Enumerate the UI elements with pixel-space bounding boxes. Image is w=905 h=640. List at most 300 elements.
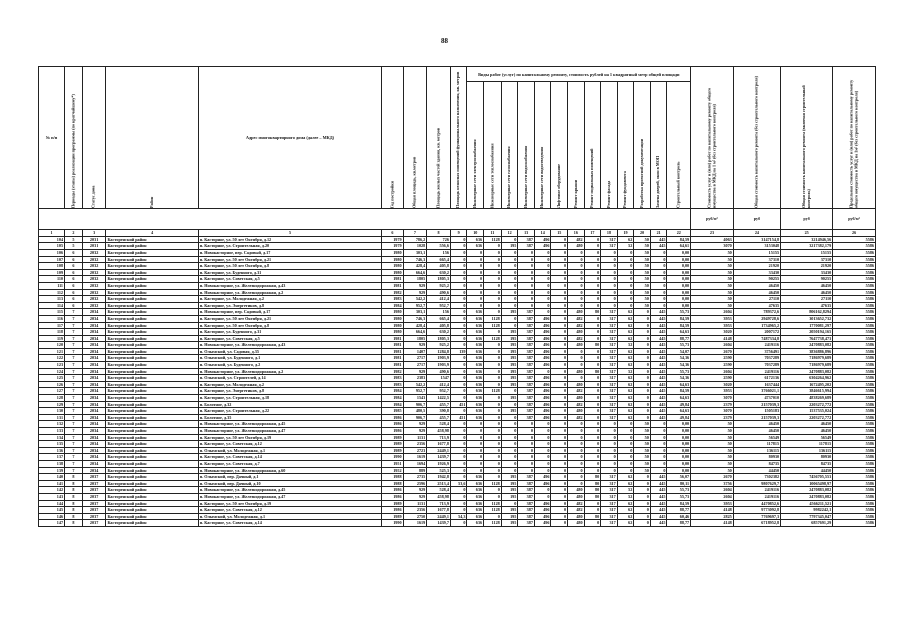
table-cell: 0 bbox=[584, 362, 601, 369]
table-cell: Касторенский район bbox=[106, 348, 198, 355]
table-cell: 2604 bbox=[691, 487, 734, 494]
column-number: 19 bbox=[617, 230, 634, 237]
table-cell: 480 bbox=[568, 342, 585, 349]
table-cell: 726 bbox=[427, 236, 451, 243]
table-cell: 0 bbox=[484, 434, 502, 441]
table-cell: Касторенский район bbox=[106, 447, 198, 454]
table-cell: 2157039,3 bbox=[733, 401, 780, 408]
table-cell: 0 bbox=[534, 421, 551, 428]
table-cell: 3217382,179 bbox=[781, 243, 833, 250]
table-cell: 50 bbox=[691, 269, 734, 276]
table-cell: 2034 bbox=[82, 315, 106, 322]
table-cell: 1543 bbox=[403, 395, 427, 402]
header-work-3: Инженерные сети газоснабжения bbox=[501, 82, 518, 209]
table-cell: 0 bbox=[601, 296, 618, 303]
table-cell: 925,2 bbox=[427, 282, 451, 289]
table-cell: 480 bbox=[568, 309, 585, 316]
table-cell: 5586 bbox=[833, 447, 876, 454]
table-cell: 5586 bbox=[833, 315, 876, 322]
table-cell: 0 bbox=[568, 460, 585, 467]
table-cell: 0 bbox=[601, 249, 618, 256]
table-cell: 387 bbox=[518, 329, 535, 336]
table-cell: 0 bbox=[450, 388, 467, 395]
table-cell: 0 bbox=[484, 401, 502, 408]
table-cell: 50 bbox=[634, 434, 651, 441]
table-cell: 64,63 bbox=[667, 381, 691, 388]
table-cell: 2034 bbox=[82, 408, 106, 415]
table-cell: 62 bbox=[617, 414, 634, 421]
table-cell: 0 bbox=[450, 249, 467, 256]
table-cell: Касторенский район bbox=[106, 414, 198, 421]
table-cell: 21920 bbox=[733, 263, 780, 270]
table-cell: 455,7 bbox=[427, 401, 451, 408]
table-cell: 0 bbox=[551, 474, 568, 481]
table-cell: 195 bbox=[501, 395, 518, 402]
repair-program-table bbox=[38, 66, 876, 527]
table-cell: 0 bbox=[484, 447, 502, 454]
table-cell: Касторенский район bbox=[106, 487, 198, 494]
table-cell: 480 bbox=[568, 368, 585, 375]
table-cell: 0 bbox=[650, 269, 667, 276]
table-cell: 80,11 bbox=[667, 480, 691, 487]
table-cell: 496 bbox=[534, 414, 551, 421]
table-cell: 53,6 bbox=[450, 480, 467, 487]
table-cell: 2379 bbox=[691, 401, 734, 408]
table-cell: 47635 bbox=[781, 302, 833, 309]
table-cell: 3070 bbox=[691, 243, 734, 250]
table-cell: 5586 bbox=[833, 381, 876, 388]
table-cell: 0 bbox=[634, 315, 651, 322]
table-cell: 1989 bbox=[382, 434, 403, 441]
table-cell: 0 bbox=[584, 428, 601, 435]
table-cell: 496 bbox=[534, 474, 551, 481]
table-cell: 303,1 bbox=[403, 249, 427, 256]
table-cell: 46450 bbox=[781, 282, 833, 289]
table-cell: 0 bbox=[551, 335, 568, 342]
table-cell: 49,84 bbox=[667, 414, 691, 421]
table-cell: 0 bbox=[650, 276, 667, 283]
table-cell: 50 bbox=[691, 447, 734, 454]
header-general-cost-2: Общая стоимость капитального ремонта (включая строительный контроль) bbox=[781, 67, 833, 209]
table-cell: 445 bbox=[650, 474, 667, 481]
table-cell: 106 bbox=[39, 249, 65, 256]
table-cell: 2037 bbox=[82, 474, 106, 481]
table-cell: 136 bbox=[39, 447, 65, 454]
table-cell: 8 bbox=[65, 480, 83, 487]
table-cell: 0 bbox=[650, 282, 667, 289]
table-cell: 80930 bbox=[781, 454, 833, 461]
table-cell: п. Болотное, д.32 bbox=[198, 401, 381, 408]
table-cell: 0 bbox=[584, 507, 601, 514]
table-cell: 55,73 bbox=[667, 493, 691, 500]
table-cell: 317 bbox=[601, 322, 618, 329]
table-cell: 317 bbox=[601, 309, 618, 316]
table-cell: 2470883,082 bbox=[781, 342, 833, 349]
table-cell: 0 bbox=[518, 467, 535, 474]
table-cell: 0 bbox=[650, 454, 667, 461]
table-cell: 636 bbox=[467, 381, 484, 388]
table-cell: 556,6 bbox=[427, 243, 451, 250]
table-cell: 0 bbox=[467, 428, 484, 435]
table-cell: 480 bbox=[568, 487, 585, 494]
table-cell: 0 bbox=[584, 315, 601, 322]
table-cell: 1983 bbox=[382, 375, 403, 382]
table-cell: 0 bbox=[534, 460, 551, 467]
table-cell: 390,8 bbox=[427, 408, 451, 415]
table-cell: п. Касторное, ул. 50 лет Октября, д.12 bbox=[198, 236, 381, 243]
table-cell: 0 bbox=[484, 249, 502, 256]
table-row bbox=[39, 500, 876, 507]
table-cell: 0 bbox=[551, 375, 568, 382]
table-cell: Касторенский район bbox=[106, 520, 198, 527]
table-cell: 0 bbox=[551, 454, 568, 461]
table-cell: 0 bbox=[551, 401, 568, 408]
table-cell: Касторенский район bbox=[106, 256, 198, 263]
table-cell: 1505183 bbox=[733, 408, 780, 415]
table-cell: 317 bbox=[601, 375, 618, 382]
table-cell: Касторенский район bbox=[106, 282, 198, 289]
table-cell: 0 bbox=[601, 269, 618, 276]
table-cell: 0 bbox=[634, 388, 651, 395]
table-cell: 129 bbox=[39, 401, 65, 408]
table-cell: 4566211,521 bbox=[781, 500, 833, 507]
table-cell: 636 bbox=[467, 243, 484, 250]
table-cell: 117815 bbox=[733, 441, 780, 448]
table-cell: 8 bbox=[65, 507, 83, 514]
table-cell: 1983 bbox=[382, 381, 403, 388]
table-cell: 445 bbox=[650, 395, 667, 402]
table-cell: 1131 bbox=[403, 500, 427, 507]
table-cell: 145 bbox=[39, 507, 65, 514]
column-number: 6 bbox=[382, 230, 403, 237]
table-cell: 496 bbox=[534, 513, 551, 520]
table-cell: 0 bbox=[551, 236, 568, 243]
table-cell: 1128 bbox=[484, 322, 502, 329]
table-cell: Касторенский район bbox=[106, 302, 198, 309]
table-cell: 2596 bbox=[403, 480, 427, 487]
table-cell: 482 bbox=[568, 500, 585, 507]
table-cell: п. Олымский, пер. Дачный, д.10 bbox=[198, 480, 381, 487]
table-cell: 2670 bbox=[691, 348, 734, 355]
table-cell: 0 bbox=[501, 236, 518, 243]
table-cell: 54,36 bbox=[667, 355, 691, 362]
table-cell: п. Касторное, ул. Строительная, д.22 bbox=[198, 408, 381, 415]
table-cell: 6172136 bbox=[733, 375, 780, 382]
table-cell: 131 bbox=[39, 414, 65, 421]
table-cell: 387 bbox=[518, 368, 535, 375]
table-cell: 5586 bbox=[833, 375, 876, 382]
table-cell: 0 bbox=[634, 500, 651, 507]
table-cell: п. Касторное, ул. Энергетиков, д.8 bbox=[198, 302, 381, 309]
table-cell: 1988 bbox=[382, 474, 403, 481]
table-cell: 0,00 bbox=[667, 467, 691, 474]
table-cell: п. Касторное, ул. Буденного, д.31 bbox=[198, 269, 381, 276]
table-cell: 7456705,553 bbox=[781, 474, 833, 481]
table-row bbox=[39, 276, 876, 283]
table-cell: 387 bbox=[518, 401, 535, 408]
table-cell: 2032 bbox=[82, 289, 106, 296]
units-row bbox=[39, 209, 876, 230]
table-cell: 5586 bbox=[833, 414, 876, 421]
table-cell: 482 bbox=[568, 414, 585, 421]
table-cell: 50 bbox=[634, 243, 651, 250]
table-cell: п. Касторное, ул. Строительная, д.18 bbox=[198, 395, 381, 402]
table-cell: 0 bbox=[484, 355, 502, 362]
table-cell: 0 bbox=[518, 434, 535, 441]
table-cell: 0,00 bbox=[667, 263, 691, 270]
table-cell: 1131 bbox=[403, 434, 427, 441]
table-cell: 2032 bbox=[82, 302, 106, 309]
table-cell: 445 bbox=[650, 520, 667, 527]
table-cell: 0 bbox=[534, 447, 551, 454]
table-cell: 84,59 bbox=[667, 500, 691, 507]
table-cell: 116 bbox=[39, 315, 65, 322]
table-cell: 0 bbox=[501, 315, 518, 322]
table-cell: 5586 bbox=[833, 348, 876, 355]
table-cell: 0 bbox=[568, 269, 585, 276]
table-cell: 387 bbox=[518, 315, 535, 322]
table-cell: 317 bbox=[601, 368, 618, 375]
table-cell: 0 bbox=[551, 460, 568, 467]
table-cell: 1986 bbox=[382, 414, 403, 421]
table-cell: 195 bbox=[501, 474, 518, 481]
table-cell: 0,00 bbox=[667, 454, 691, 461]
table-cell: 889 bbox=[403, 467, 427, 474]
table-cell: 50 bbox=[634, 276, 651, 283]
table-cell: 317 bbox=[601, 348, 618, 355]
table-cell: Касторенский район bbox=[106, 421, 198, 428]
table-cell: 0 bbox=[568, 441, 585, 448]
table-cell: 0,00 bbox=[667, 296, 691, 303]
table-cell: 2034 bbox=[82, 388, 106, 395]
table-cell: 2356 bbox=[403, 441, 427, 448]
table-cell: 445 bbox=[650, 381, 667, 388]
table-cell: 480 bbox=[568, 520, 585, 527]
table-cell: 2037 bbox=[82, 500, 106, 507]
table-cell: 0 bbox=[551, 289, 568, 296]
table-cell: 1128 bbox=[484, 507, 502, 514]
table-cell: 0 bbox=[484, 454, 502, 461]
table-cell: 0 bbox=[601, 421, 618, 428]
table-cell: 542,2 bbox=[403, 381, 427, 388]
table-cell: 636 bbox=[467, 329, 484, 336]
table-row bbox=[39, 454, 876, 461]
table-cell: 3020 bbox=[691, 381, 734, 388]
table-cell: 542,2 bbox=[403, 296, 427, 303]
table-cell: п. Олымский, ул. Буденного, д.2 bbox=[198, 362, 381, 369]
table-cell: 387 bbox=[518, 500, 535, 507]
table-cell: 0 bbox=[584, 421, 601, 428]
table-cell: 0 bbox=[518, 263, 535, 270]
table-cell: 664,6 bbox=[403, 269, 427, 276]
table-cell: 0 bbox=[634, 395, 651, 402]
table-cell: 52 bbox=[617, 493, 634, 500]
table-cell: 88,77 bbox=[667, 520, 691, 527]
table-row bbox=[39, 434, 876, 441]
header-living: Площадь жилых частей здания, кв. метров bbox=[427, 67, 451, 209]
table-cell: 0 bbox=[534, 249, 551, 256]
table-cell: 133 bbox=[39, 428, 65, 435]
table-cell: п. Новокасторное, ул. Железнодорожная, д.2 bbox=[198, 289, 381, 296]
header-work-10: Ремонт фундамента bbox=[617, 82, 634, 209]
table-cell: 15155 bbox=[733, 249, 780, 256]
table-cell: 2590 bbox=[691, 362, 734, 369]
table-cell: 0 bbox=[534, 282, 551, 289]
table-row bbox=[39, 421, 876, 428]
table-cell: 0 bbox=[568, 434, 585, 441]
header-district: Район bbox=[106, 67, 198, 209]
table-cell: Касторенский район bbox=[106, 342, 198, 349]
table-cell: 0 bbox=[601, 454, 618, 461]
table-cell: 445 bbox=[650, 480, 667, 487]
table-cell: 0 bbox=[634, 493, 651, 500]
table-cell: 50 bbox=[634, 236, 651, 243]
table-cell: 0 bbox=[584, 302, 601, 309]
table-cell: 0 bbox=[551, 243, 568, 250]
table-cell: 7302382 bbox=[733, 474, 780, 481]
table-cell: п. Касторное, ул. Советская, д.14 bbox=[198, 520, 381, 527]
table-cell: 636 bbox=[467, 520, 484, 527]
table-cell: 445 bbox=[650, 507, 667, 514]
table-cell: 123 bbox=[39, 362, 65, 369]
table-cell: 0 bbox=[501, 434, 518, 441]
table-cell: 50 bbox=[634, 296, 651, 303]
table-cell: 0 bbox=[467, 276, 484, 283]
table-cell: 2032 bbox=[82, 249, 106, 256]
table-cell: 8 bbox=[65, 487, 83, 494]
table-cell: 387 bbox=[518, 236, 535, 243]
table-cell: 114 bbox=[39, 302, 65, 309]
table-cell: 2604 bbox=[691, 342, 734, 349]
table-cell: 44450 bbox=[781, 467, 833, 474]
table-cell: 1981 bbox=[382, 276, 403, 283]
table-cell: 119 bbox=[39, 335, 65, 342]
table-cell: 0 bbox=[450, 302, 467, 309]
table-cell: 7 bbox=[65, 348, 83, 355]
table-cell: 496 bbox=[534, 362, 551, 369]
table-cell: 2419116 bbox=[733, 342, 780, 349]
table-cell: 1979 bbox=[382, 236, 403, 243]
header-work-8: Ремонт подвальных помещений bbox=[584, 82, 601, 209]
table-cell: 496 bbox=[534, 243, 551, 250]
table-cell: 1128 bbox=[484, 480, 502, 487]
table-cell: 33430 bbox=[733, 269, 780, 276]
table-cell: Касторенский район bbox=[106, 460, 198, 467]
table-cell: 4148 bbox=[691, 520, 734, 527]
table-cell: Касторенский район bbox=[106, 322, 198, 329]
table-cell: 195 bbox=[501, 480, 518, 487]
table-cell: 636 bbox=[467, 348, 484, 355]
table-cell: 5586 bbox=[833, 302, 876, 309]
table-cell: 445 bbox=[650, 493, 667, 500]
table-cell: 5586 bbox=[833, 289, 876, 296]
table-cell: 428,4 bbox=[403, 322, 427, 329]
table-cell: 50 bbox=[634, 249, 651, 256]
table-cell: 1128 bbox=[484, 236, 502, 243]
table-cell: 482 bbox=[568, 388, 585, 395]
table-cell: 0 bbox=[551, 309, 568, 316]
table-cell: 50 bbox=[691, 276, 734, 283]
header-work-4: Инженерные сети водоснабжения bbox=[518, 82, 535, 209]
table-cell: 0,00 bbox=[667, 441, 691, 448]
table-cell: 636 bbox=[467, 335, 484, 342]
table-cell: 21920 bbox=[781, 263, 833, 270]
table-cell: 0 bbox=[551, 434, 568, 441]
table-cell: 445 bbox=[650, 414, 667, 421]
table-cell: 0,00 bbox=[667, 421, 691, 428]
table-cell: 0 bbox=[467, 434, 484, 441]
table-cell: 0 bbox=[534, 428, 551, 435]
table-cell: 62 bbox=[617, 401, 634, 408]
table-cell: 0 bbox=[450, 342, 467, 349]
table-cell: 144 bbox=[39, 500, 65, 507]
table-cell: 317 bbox=[601, 414, 618, 421]
table-cell: 0 bbox=[534, 269, 551, 276]
table-cell: Касторенский район bbox=[106, 388, 198, 395]
table-cell: 0 bbox=[484, 368, 502, 375]
table-cell: 50 bbox=[634, 467, 651, 474]
table-cell: 636 bbox=[467, 236, 484, 243]
table-cell: 317 bbox=[601, 315, 618, 322]
table-cell: 139 bbox=[39, 467, 65, 474]
table-cell: 138 bbox=[39, 460, 65, 467]
column-number: 22 bbox=[667, 230, 691, 237]
table-cell: 5 bbox=[65, 236, 83, 243]
table-cell: 636 bbox=[467, 500, 484, 507]
header-work-11: Разработка проектной документации bbox=[634, 82, 651, 209]
table-cell: 1981 bbox=[382, 348, 403, 355]
table-cell: 195 bbox=[501, 329, 518, 336]
table-cell: 0 bbox=[467, 296, 484, 303]
table-cell: 2034 bbox=[82, 309, 106, 316]
table-cell: 0 bbox=[650, 421, 667, 428]
table-cell: 2419116 bbox=[733, 487, 780, 494]
table-cell: Касторенский район bbox=[106, 309, 198, 316]
table-cell: 0 bbox=[450, 269, 467, 276]
table-cell: 80 bbox=[584, 368, 601, 375]
table-cell: 1986 bbox=[382, 493, 403, 500]
table-cell: 0 bbox=[617, 289, 634, 296]
table-cell: 0 bbox=[551, 408, 568, 415]
table-cell: 0 bbox=[650, 447, 667, 454]
table-cell: 1984 bbox=[382, 395, 403, 402]
table-cell: Касторенский район bbox=[106, 375, 198, 382]
table-cell: 496 bbox=[534, 507, 551, 514]
table-body bbox=[39, 236, 876, 526]
table-cell: 0 bbox=[501, 296, 518, 303]
table-cell: 1984 bbox=[382, 302, 403, 309]
table-cell: 5586 bbox=[833, 256, 876, 263]
table-cell: 80 bbox=[584, 487, 601, 494]
table-cell: 0 bbox=[450, 236, 467, 243]
table-cell: 0 bbox=[601, 441, 618, 448]
table-cell: 0 bbox=[568, 447, 585, 454]
table-cell: 0 bbox=[601, 289, 618, 296]
table-cell: Касторенский район bbox=[106, 474, 198, 481]
header-work-13: Строительный контроль bbox=[667, 82, 691, 209]
table-cell: 0 bbox=[551, 480, 568, 487]
table-cell: 7487334,8 bbox=[733, 335, 780, 342]
table-cell: 0 bbox=[551, 428, 568, 435]
table-cell: 0 bbox=[584, 335, 601, 342]
table-cell: 0 bbox=[634, 362, 651, 369]
table-cell: 1982 bbox=[382, 289, 403, 296]
table-cell: 2470883,082 bbox=[781, 368, 833, 375]
table-cell: 0 bbox=[650, 428, 667, 435]
table-cell: 50 bbox=[691, 434, 734, 441]
table-cell: 317 bbox=[601, 480, 618, 487]
table-cell: п. Новокасторное, ул. Железнодорожная, д.47 bbox=[198, 493, 381, 500]
